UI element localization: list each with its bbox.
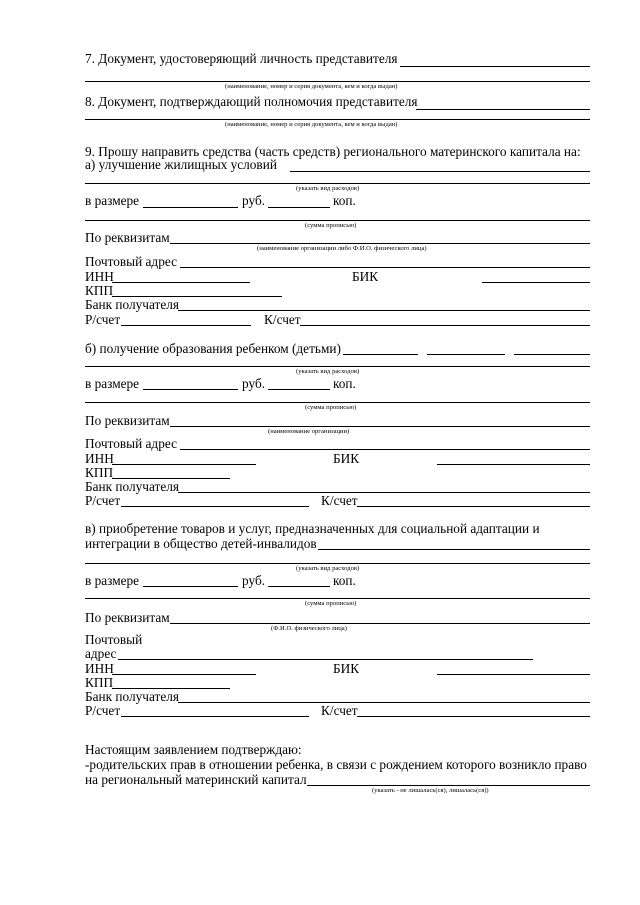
section-c-words-hint: (сумма прописью)	[305, 600, 357, 607]
section-c-amount-label: в размере	[85, 573, 140, 588]
section-c-kop-field[interactable]	[268, 586, 330, 587]
section-c-postal-field[interactable]	[118, 659, 533, 660]
section-c-rub-field[interactable]	[143, 586, 238, 587]
section-c-postal-line2: адрес	[85, 646, 117, 661]
section-a-requisites-field[interactable]	[170, 243, 590, 244]
confirm-hint: (указать - не лишалась(ся), лишалась(ся))	[372, 787, 489, 794]
item7-label: 7. Документ, удостоверяющий личность представителя	[85, 51, 398, 66]
section-b-postal: Почтовый адрес	[85, 436, 177, 451]
section-a-bik-field[interactable]	[482, 282, 590, 283]
section-a-postal: Почтовый адрес	[85, 254, 177, 269]
section-c-bank: Банк получателя	[85, 689, 180, 704]
section-a-ks-field[interactable]	[300, 325, 590, 326]
section-c-requisites-hint: (Ф.И.О. физического лица)	[271, 625, 347, 632]
section-c-rub: руб.	[242, 573, 266, 588]
section-b-rub: руб.	[242, 376, 266, 391]
section-a-rs: Р/счет	[85, 312, 121, 327]
section-b-postal-field[interactable]	[180, 449, 590, 450]
section-b-rs-field[interactable]	[121, 506, 309, 507]
item7-hint: (наименование, номер и серия документа, кем и когда выдан)	[225, 83, 398, 90]
section-c-words-line[interactable]	[85, 598, 590, 599]
section-c-bank-field[interactable]	[178, 702, 590, 703]
section-c-ks: К/счет	[321, 703, 358, 718]
section-c-postal-line1: Почтовый	[85, 632, 143, 647]
item7-field-line[interactable]	[400, 66, 590, 67]
item8-field-line[interactable]	[416, 109, 590, 110]
section-b-title: б) получение образования ребенком (детьми)	[85, 341, 341, 356]
section-c-requisites-field[interactable]	[170, 623, 590, 624]
section-a-kop-field[interactable]	[268, 207, 330, 208]
section-c-bik: БИК	[333, 661, 360, 676]
section-c-expense-hint: (указать вид расходов)	[296, 565, 360, 572]
section-a-requisites-label: По реквизитам	[85, 230, 170, 245]
section-b-expense-hint: (указать вид расходов)	[296, 368, 360, 375]
section-c-requisites-label: По реквизитам	[85, 610, 170, 625]
section-b-bank-field[interactable]	[178, 492, 590, 493]
confirm-heading: Настоящим заявлением подтверждаю:	[85, 742, 302, 757]
section-a-rs-field[interactable]	[121, 325, 251, 326]
section-c-kpp: КПП	[85, 675, 114, 690]
section-b-expense-field-3[interactable]	[514, 354, 590, 355]
section-a-bik: БИК	[352, 269, 379, 284]
section-b-ks-field[interactable]	[357, 506, 590, 507]
section-b-inn-field[interactable]	[112, 464, 256, 465]
item8-label: 8. Документ, подтверждающий полномочия представителя	[85, 94, 418, 109]
section-a-rub-field[interactable]	[143, 207, 238, 208]
confirm-line1: -родительских прав в отношении ребенка, в связи с рождением которого возникло право	[85, 757, 587, 772]
section-b-rub-field[interactable]	[143, 389, 238, 390]
section-b-expense-line-2[interactable]	[85, 366, 590, 367]
section-a-bank-field[interactable]	[178, 310, 590, 311]
item7-field-line-2[interactable]	[85, 81, 590, 82]
item9-label: 9. Прошу направить средства (часть средств) регионального материнского капитала на:	[85, 144, 581, 159]
section-a-requisites-hint: (наименование организации либо Ф.И.О. физического лица)	[257, 245, 427, 252]
item8-hint: (наименование, номер и серия документа, кем и когда выдан)	[225, 121, 398, 128]
section-a-ks: К/счет	[264, 312, 301, 327]
section-a-words-hint: (сумма прописью)	[305, 222, 357, 229]
section-b-expense-field[interactable]	[343, 354, 418, 355]
section-c-inn-field[interactable]	[112, 674, 256, 675]
section-b-kop-field[interactable]	[268, 389, 330, 390]
section-a-words-line[interactable]	[85, 220, 590, 221]
section-a-title: а) улучшение жилищных условий	[85, 157, 277, 172]
section-b-kpp: КПП	[85, 465, 114, 480]
section-a-bank: Банк получателя	[85, 297, 180, 312]
section-a-kop: коп.	[333, 193, 356, 208]
section-b-bik-field[interactable]	[437, 464, 590, 465]
section-b-words-hint: (сумма прописью)	[305, 404, 357, 411]
section-c-expense-line-2[interactable]	[85, 563, 590, 564]
section-c-expense-field[interactable]	[318, 549, 590, 550]
section-b-requisites-field[interactable]	[170, 426, 590, 427]
section-c-rs-field[interactable]	[121, 716, 309, 717]
section-c-title-line1: в) приобретение товаров и услуг, предназначенных для социальной адаптации и	[85, 521, 540, 536]
section-b-ks: К/счет	[321, 493, 358, 508]
section-c-inn: ИНН	[85, 661, 114, 676]
section-a-inn-field[interactable]	[112, 282, 250, 283]
section-b-expense-field-2[interactable]	[427, 354, 505, 355]
section-c-title-line2: интеграции в общество детей-инвалидов	[85, 536, 317, 551]
section-a-rub: руб.	[242, 193, 266, 208]
confirm-field[interactable]	[307, 785, 590, 786]
section-a-amount-label: в размере	[85, 193, 140, 208]
section-a-inn: ИНН	[85, 269, 114, 284]
confirm-line2: на региональный материнский капитал	[85, 772, 307, 787]
section-c-rs: Р/счет	[85, 703, 121, 718]
section-c-kop: коп.	[333, 573, 356, 588]
section-a-postal-field[interactable]	[180, 267, 590, 268]
section-b-bank: Банк получателя	[85, 479, 180, 494]
section-a-expense-line-2[interactable]	[85, 183, 590, 184]
section-b-requisites-label: По реквизитам	[85, 413, 170, 428]
section-b-bik: БИК	[333, 451, 360, 466]
section-a-expense-line[interactable]	[290, 171, 590, 172]
section-c-ks-field[interactable]	[357, 716, 590, 717]
section-a-expense-hint: (указать вид расходов)	[296, 185, 360, 192]
section-b-kop: коп.	[333, 376, 356, 391]
section-b-requisites-hint: (наименование организации)	[268, 428, 350, 435]
item8-field-line-2[interactable]	[85, 119, 590, 120]
section-c-bik-field[interactable]	[437, 674, 590, 675]
section-b-rs: Р/счет	[85, 493, 121, 508]
section-b-words-line[interactable]	[85, 402, 590, 403]
section-b-amount-label: в размере	[85, 376, 140, 391]
section-b-inn: ИНН	[85, 451, 114, 466]
section-a-kpp: КПП	[85, 283, 114, 298]
